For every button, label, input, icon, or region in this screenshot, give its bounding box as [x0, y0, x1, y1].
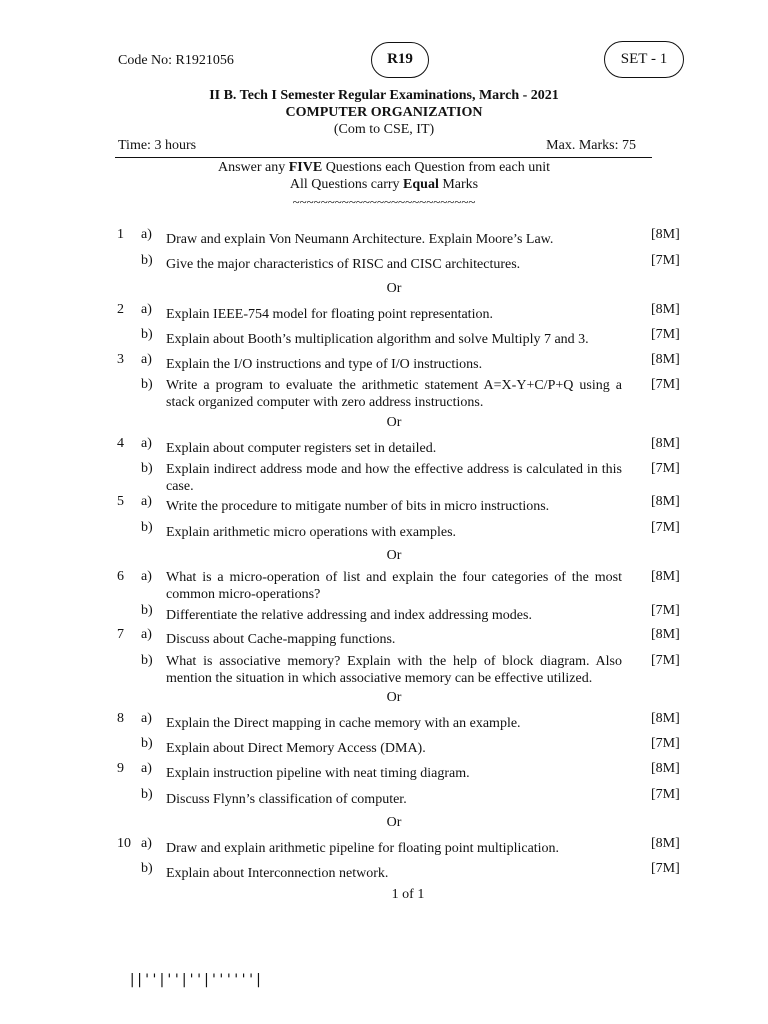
- question-number: 8: [117, 711, 124, 726]
- part-label: b): [141, 736, 153, 751]
- part-label: b): [141, 861, 153, 876]
- header-divider: [115, 157, 652, 158]
- or-divider: Or: [386, 415, 402, 430]
- part-label: a): [141, 302, 152, 317]
- question-number: 9: [117, 761, 124, 776]
- question-text: Write a program to evaluate the arithmetic statement A=X-Y+C/P+Q using a stack organized computer with zero address instructions.: [166, 378, 622, 410]
- part-label: a): [141, 436, 152, 451]
- part-label: b): [141, 520, 153, 535]
- marks-label: [8M]: [651, 627, 680, 642]
- question-text: What is associative memory? Explain with the help of block diagram. Also mention the situation in which associative memory can be effective utilized.: [166, 654, 622, 686]
- marks-label: [8M]: [651, 227, 680, 242]
- question-number: 3: [117, 352, 124, 367]
- part-label: b): [141, 787, 153, 802]
- marks-label: [7M]: [651, 653, 680, 668]
- marks-label: [7M]: [651, 736, 680, 751]
- question-text: Explain about computer registers set in detailed.: [166, 441, 437, 456]
- marks-label: [8M]: [651, 569, 680, 584]
- marks-label: [8M]: [651, 836, 680, 851]
- marks-label: [8M]: [651, 302, 680, 317]
- question-text: Explain the I/O instructions and type of I/O instructions.: [166, 357, 483, 372]
- marks-label: [7M]: [651, 461, 680, 476]
- marks-label: [7M]: [651, 520, 680, 535]
- question-text: Give the major characteristics of RISC and CISC architectures.: [166, 257, 521, 272]
- question-text: Draw and explain Von Neumann Architecture. Explain Moore’s Law.: [166, 232, 554, 247]
- instruction-line-1: Answer any FIVE Questions each Question from each unit: [217, 160, 551, 175]
- regulation-badge: R19: [371, 42, 429, 78]
- separator-line: ~~~~~~~~~~~~~~~~~~~~~~~~~~: [292, 194, 476, 209]
- part-label: a): [141, 227, 152, 242]
- question-text: Differentiate the relative addressing and index addressing modes.: [166, 608, 532, 623]
- question-text: Discuss about Cache-mapping functions.: [166, 632, 396, 647]
- part-label: b): [141, 253, 153, 268]
- question-number: 5: [117, 494, 124, 509]
- question-text: Draw and explain arithmetic pipeline for floating point multiplication.: [166, 841, 560, 856]
- question-number: 2: [117, 302, 124, 317]
- exam-title: II B. Tech I Semester Regular Examinations, March - 2021: [209, 88, 559, 103]
- question-text: Discuss Flynn’s classification of computer.: [166, 792, 407, 807]
- question-text: Explain arithmetic micro operations with examples.: [166, 525, 457, 540]
- marks-label: [8M]: [651, 352, 680, 367]
- question-text: Explain instruction pipeline with neat timing diagram.: [166, 766, 470, 781]
- question-text: Explain about Direct Memory Access (DMA).: [166, 741, 426, 756]
- marks-label: [7M]: [651, 377, 680, 392]
- part-label: a): [141, 494, 152, 509]
- marks-label: [7M]: [651, 787, 680, 802]
- question-number: 7: [117, 627, 124, 642]
- part-label: a): [141, 711, 152, 726]
- or-divider: Or: [386, 281, 402, 296]
- marks-label: [8M]: [651, 494, 680, 509]
- barcode-text: ||''|''|''|''''''|: [128, 972, 262, 988]
- question-number: 6: [117, 569, 124, 584]
- part-label: b): [141, 461, 153, 476]
- part-label: a): [141, 761, 152, 776]
- code-number: Code No: R1921056: [118, 53, 234, 68]
- or-divider: Or: [386, 815, 402, 830]
- marks-label: [7M]: [651, 327, 680, 342]
- set-badge: SET - 1: [604, 41, 684, 78]
- marks-label: [8M]: [651, 711, 680, 726]
- part-label: a): [141, 627, 152, 642]
- part-label: b): [141, 327, 153, 342]
- or-divider: Or: [386, 548, 402, 563]
- marks-label: [7M]: [651, 603, 680, 618]
- subject-title: COMPUTER ORGANIZATION: [285, 105, 483, 120]
- question-text: Explain the Direct mapping in cache memory with an example.: [166, 716, 521, 731]
- question-text: Write the procedure to mitigate number of bits in micro instructions.: [166, 499, 550, 514]
- max-marks: Max. Marks: 75: [546, 138, 636, 153]
- time-allowed: Time: 3 hours: [118, 138, 197, 153]
- branches-line: (Com to CSE, IT): [333, 122, 435, 137]
- question-text: What is a micro-operation of list and explain the four categories of the most common micro-operations?: [166, 570, 622, 602]
- or-divider: Or: [386, 690, 402, 705]
- instruction-line-2: All Questions carry Equal Marks: [289, 177, 479, 192]
- question-text: Explain about Interconnection network.: [166, 866, 389, 881]
- question-number: 1: [117, 227, 124, 242]
- part-label: a): [141, 836, 152, 851]
- question-number: 10: [117, 836, 131, 851]
- part-label: a): [141, 352, 152, 367]
- marks-label: [7M]: [651, 861, 680, 876]
- marks-label: [8M]: [651, 436, 680, 451]
- marks-label: [8M]: [651, 761, 680, 776]
- question-text: Explain indirect address mode and how the effective address is calculated in this case.: [166, 462, 622, 494]
- part-label: b): [141, 377, 153, 392]
- question-text: Explain IEEE-754 model for floating point representation.: [166, 307, 493, 322]
- part-label: b): [141, 603, 153, 618]
- marks-label: [7M]: [651, 253, 680, 268]
- question-number: 4: [117, 436, 124, 451]
- part-label: a): [141, 569, 152, 584]
- question-text: Explain about Booth’s multiplication algorithm and solve Multiply 7 and 3.: [166, 332, 589, 347]
- page-number: 1 of 1: [391, 887, 425, 902]
- part-label: b): [141, 653, 153, 668]
